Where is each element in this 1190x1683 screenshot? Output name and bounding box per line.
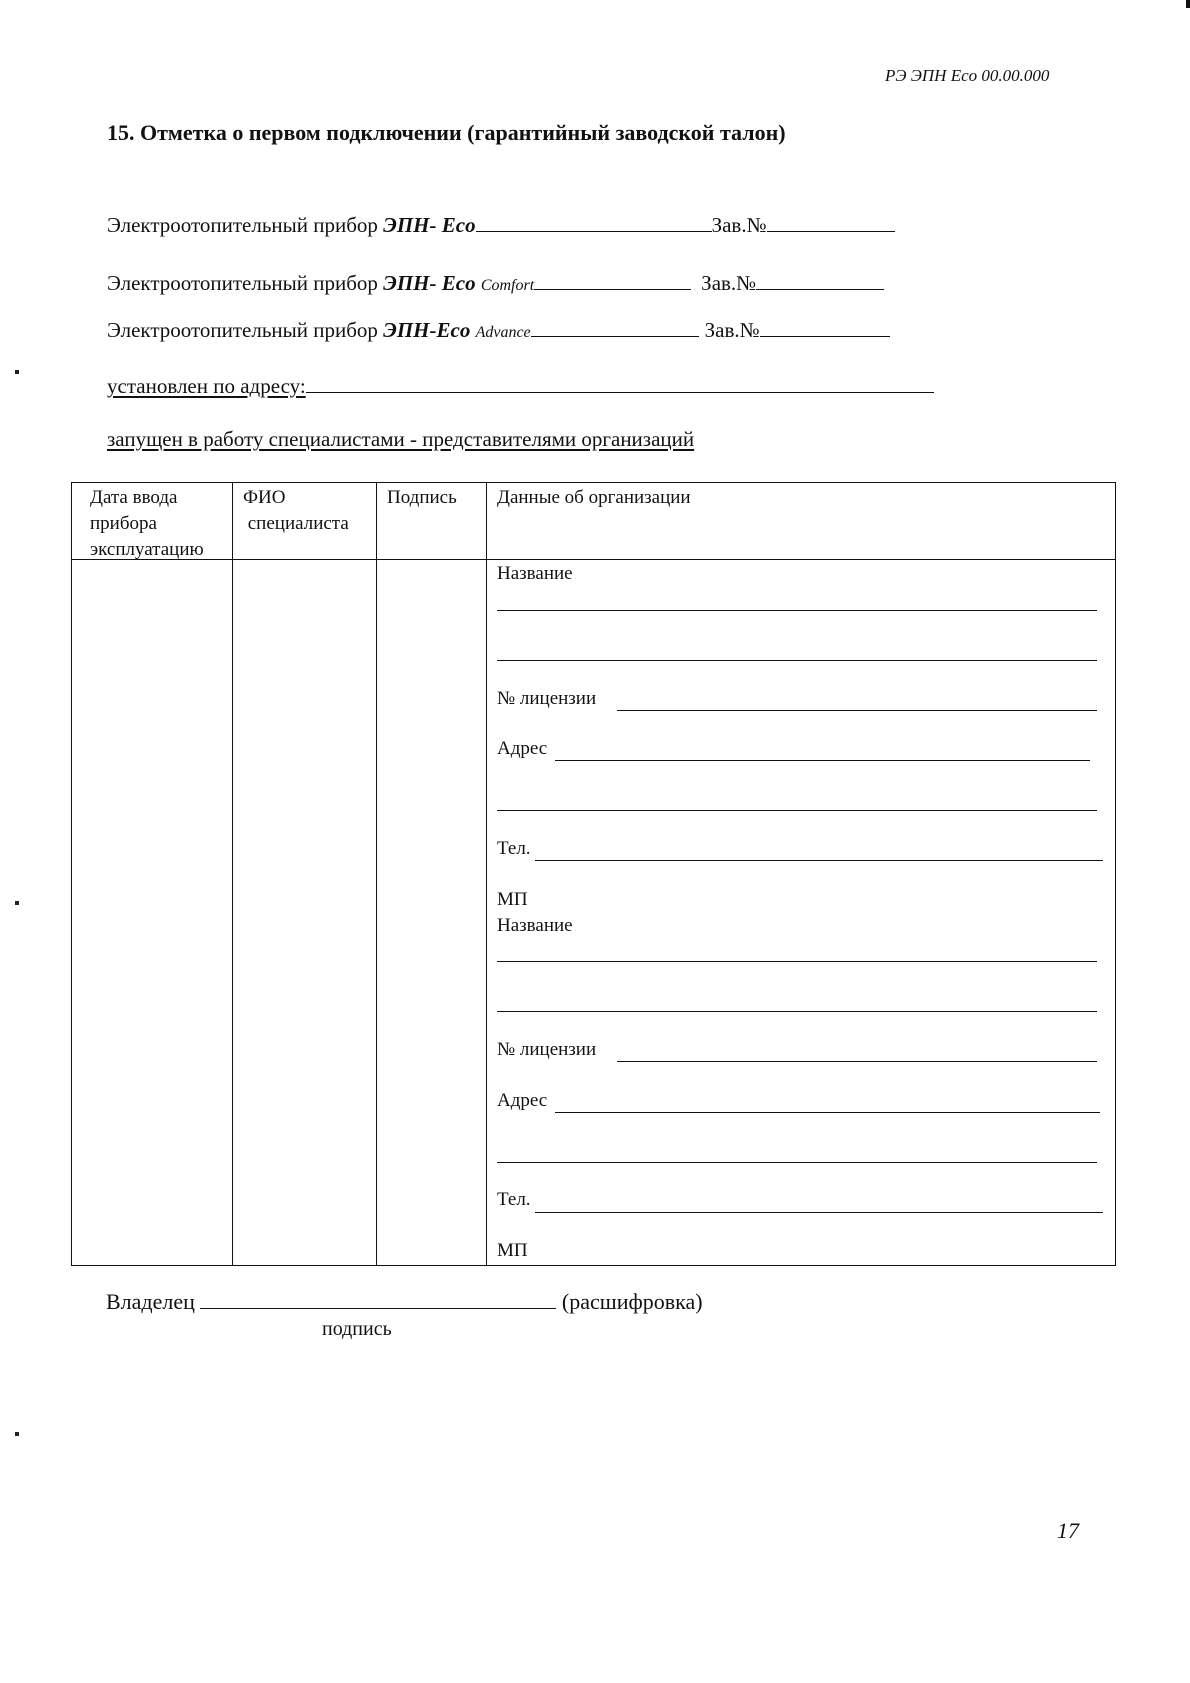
page-number: 17 xyxy=(1057,1518,1079,1543)
org-address-label: Адрес xyxy=(497,1090,548,1111)
corner-mark xyxy=(1186,0,1190,8)
column-divider xyxy=(486,483,487,1265)
header-org: Данные об организации xyxy=(497,487,691,508)
owner-signature-blank[interactable] xyxy=(200,1307,556,1309)
device-variant: Comfort xyxy=(480,277,535,294)
launch-row xyxy=(107,427,694,452)
device-model-blank[interactable] xyxy=(531,335,699,337)
serial-blank[interactable] xyxy=(767,230,895,232)
serial-label: Зав.№ xyxy=(704,318,760,342)
device-row xyxy=(107,271,884,296)
launch-label: запущен в работу специалистами - представителями организаций xyxy=(107,427,695,451)
device-prefix: Электроотопительный прибор xyxy=(107,213,384,237)
scan-mark xyxy=(15,901,19,905)
org-name-label: Название xyxy=(497,915,573,936)
device-variant: Advance xyxy=(475,324,531,341)
address-blank[interactable] xyxy=(306,391,934,393)
scan-mark xyxy=(15,1432,19,1436)
device-prefix: Электроотопительный прибор xyxy=(107,271,384,295)
org-address-field[interactable] xyxy=(555,1112,1100,1113)
document-code: РЭ ЭПН Eco 00.00.000 xyxy=(885,66,1050,85)
address-row xyxy=(107,374,934,399)
org-name-field[interactable] xyxy=(497,961,1097,962)
org-license-field[interactable] xyxy=(617,710,1097,711)
org-name-field[interactable] xyxy=(497,610,1097,611)
serial-blank[interactable] xyxy=(756,288,884,290)
section-title: 15. Отметка о первом подключении (гарантийный заводской талон) xyxy=(107,120,786,145)
device-model-blank[interactable] xyxy=(534,288,691,290)
org-name-label: Название xyxy=(497,563,573,584)
scan-mark xyxy=(15,370,19,374)
org-phone-field[interactable] xyxy=(535,860,1103,861)
device-model-blank[interactable] xyxy=(476,230,712,232)
registration-table xyxy=(71,482,1116,1266)
header-fio: ФИО специалиста xyxy=(243,487,349,534)
device-prefix: Электроотопительный прибор xyxy=(107,318,384,342)
decode-label: (расшифровка) xyxy=(561,1289,703,1314)
device-row xyxy=(107,213,895,238)
org-stamp-label: МП xyxy=(497,889,528,910)
org-address-field[interactable] xyxy=(497,810,1097,811)
org-license-label: № лицензии xyxy=(497,688,597,709)
column-divider xyxy=(376,483,377,1265)
org-name-field[interactable] xyxy=(497,1011,1097,1012)
device-model: ЭПН- Eco xyxy=(383,213,476,237)
address-label: установлен по адресу: xyxy=(107,374,306,398)
device-row xyxy=(107,318,890,343)
serial-blank[interactable] xyxy=(760,335,890,337)
org-stamp-label: МП xyxy=(497,1240,528,1261)
org-phone-label: Тел. xyxy=(497,1189,531,1210)
org-address-field[interactable] xyxy=(497,1162,1097,1163)
org-phone-field[interactable] xyxy=(535,1212,1103,1213)
header-date: Дата ввода прибора эксплуатацию xyxy=(90,487,204,560)
header-divider xyxy=(72,559,1115,560)
column-divider xyxy=(232,483,233,1265)
org-address-label: Адрес xyxy=(497,738,548,759)
org-address-field[interactable] xyxy=(555,760,1090,761)
device-model: ЭПН- Eco xyxy=(383,271,476,295)
header-signature: Подпись xyxy=(387,487,457,508)
owner-label: Владелец xyxy=(106,1289,195,1314)
signature-caption: подпись xyxy=(322,1318,392,1340)
org-phone-label: Тел. xyxy=(497,838,531,859)
serial-label: Зав.№ xyxy=(711,213,767,237)
org-name-field[interactable] xyxy=(497,660,1097,661)
owner-row xyxy=(106,1289,703,1315)
device-model: ЭПН-Eco xyxy=(383,318,471,342)
serial-label: Зав.№ xyxy=(701,271,757,295)
org-license-field[interactable] xyxy=(617,1061,1097,1062)
org-license-label: № лицензии xyxy=(497,1039,597,1060)
